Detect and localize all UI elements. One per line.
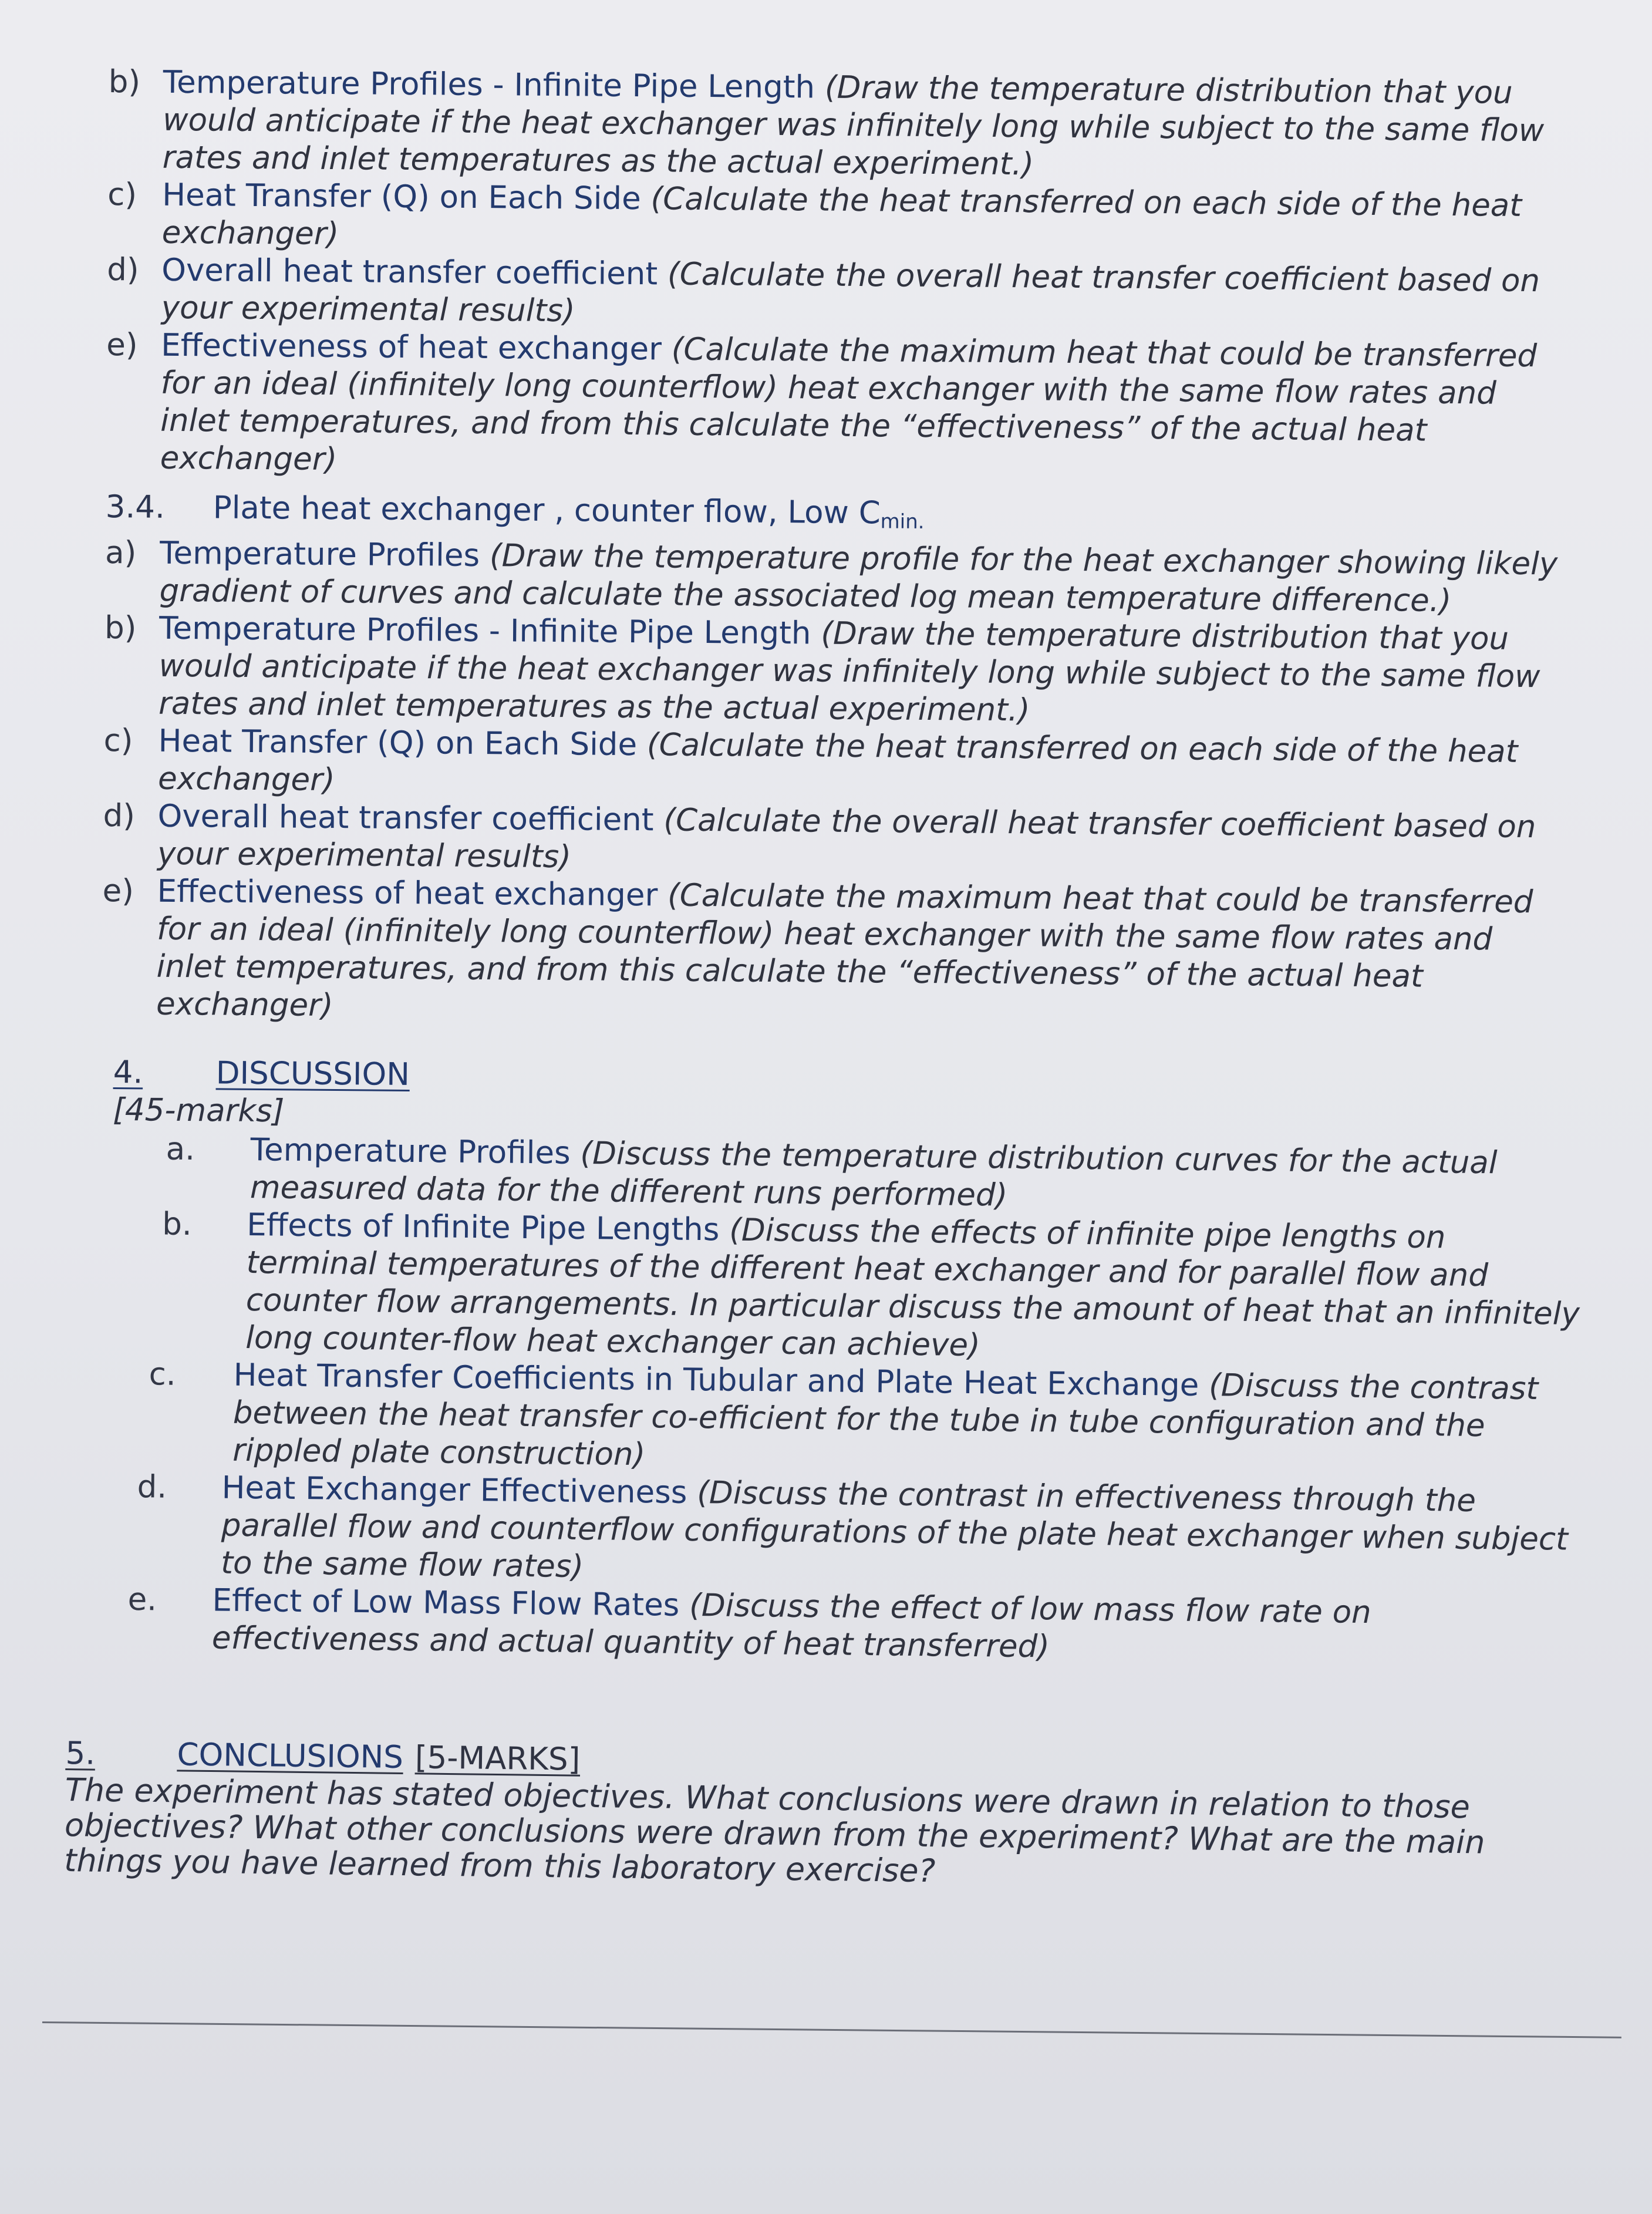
item-heading: Effects of Infinite Pipe Lengths xyxy=(246,1207,720,1248)
item-heading: Effectiveness of heat exchanger xyxy=(160,327,662,368)
item-heading: Temperature Profiles xyxy=(250,1132,571,1171)
list-item xyxy=(104,534,1573,621)
footer-rule xyxy=(42,2021,1621,2038)
item-marker: c) xyxy=(103,722,133,759)
list-item xyxy=(103,797,1571,884)
item-marker: e) xyxy=(102,872,134,909)
section-marks: [45-marks] xyxy=(113,1091,285,1130)
item-description: (Discuss the temperature distribution curves for the actual measured data for the different runs performed) xyxy=(250,1135,1498,1214)
item-heading: Overall heat transfer coefficient xyxy=(161,252,658,292)
item-heading: Heat Transfer Coefficients in Tubular and Plate Heat Exchange xyxy=(233,1357,1199,1404)
list-item xyxy=(136,1468,1580,1596)
item-marker: c) xyxy=(107,176,137,213)
item-heading: Effect of Low Mass Flow Rates xyxy=(212,1582,680,1623)
item-marker: b) xyxy=(108,63,141,100)
item-description: (Discuss the contrast in effectiveness through the parallel flow and counterflow configurations of the plate heat exchanger when subject to the same flow rates) xyxy=(220,1475,1569,1585)
item-description: (Calculate the maximum heat that could be transferred for an ideal (infinitely long counterflow) heat exchanger with the same flow rates and inlet temperatures, and from this calculate the “effectiveness” of the actual heat exchanger) xyxy=(160,331,1538,478)
item-heading: Heat Exchanger Effectiveness xyxy=(221,1470,687,1511)
section-number: 4. xyxy=(113,1054,143,1091)
item-marker: b) xyxy=(104,609,137,646)
conclusions-text: The experiment has stated objectives. What conclusions were drawn in relation to those objectives? What other conclusions were drawn from the experiment? What are the main things you have learned from this laboratory exercise? xyxy=(64,1771,1485,1890)
discussion-items xyxy=(129,1130,1584,1672)
item-heading: Temperature Profiles - Infinite Pipe Length xyxy=(159,610,811,652)
section-title-subscript: min. xyxy=(880,510,925,534)
section-3-3-continued xyxy=(105,63,1570,488)
item-marker: a) xyxy=(104,534,137,571)
list-item xyxy=(106,251,1569,338)
item-description: (Discuss the contrast between the heat transfer co-efficient for the tube in tube configuration and the rippled plate construction) xyxy=(232,1367,1539,1473)
item-description: (Draw the temperature profile for the heat exchanger showing likely gradient of curves and calculate the associated log mean temperature difference.) xyxy=(159,538,1558,619)
list-item xyxy=(166,1131,1584,1221)
item-description: (Calculate the heat transferred on each side of the heat exchanger) xyxy=(157,727,1518,798)
item-description: (Calculate the maximum heat that could be transferred for an ideal (infinitely long counterflow) heat exchanger with the same flow rates and inlet temperatures, and from this calculate the “effectiveness” of the actual heat exchanger) xyxy=(156,877,1533,1024)
section-5-conclusions xyxy=(64,1735,1569,1896)
item-description: (Calculate the overall heat transfer coefficient based on your experimental results) xyxy=(161,256,1540,329)
item-heading: Heat Transfer (Q) on Each Side xyxy=(162,177,641,217)
item-description: (Calculate the overall heat transfer coefficient based on your experimental results) xyxy=(157,802,1536,875)
item-description: (Calculate the heat transferred on each side of the heat exchanger) xyxy=(161,181,1522,252)
list-item xyxy=(148,1356,1582,1484)
section-title xyxy=(213,489,925,541)
section-title-text: Plate heat exchanger , counter flow, Low C xyxy=(213,490,881,531)
section-marks: [5-MARKS] xyxy=(414,1740,581,1778)
item-heading: Heat Transfer (Q) on Each Side xyxy=(158,723,638,763)
list-item xyxy=(105,326,1568,488)
list-item xyxy=(104,609,1572,734)
list-item xyxy=(102,872,1570,1034)
item-description: (Discuss the effects of infinite pipe lengths on terminal temperatures of the different heat exchanger and for parallel flow and counter flow arrangements. In particular discuss the amount of heat that an infinitely long counter-flow heat exchanger can achieve) xyxy=(245,1212,1580,1364)
item-description: (Discuss the effect of low mass flow rate on effectiveness and actual quantity of heat transferred) xyxy=(211,1587,1372,1665)
item-marker: c. xyxy=(149,1356,176,1393)
section-4-discussion xyxy=(113,1054,1581,1141)
item-description: (Draw the temperature distribution that you would anticipate if the heat exchanger was infinitely long while subject to the same flow rates and inlet temperatures as the actual experiment.) xyxy=(162,69,1545,183)
item-description: (Draw the temperature distribution that you would anticipate if the heat exchanger was infinitely long while subject to the same flow rates and inlet temperatures as the actual experiment.) xyxy=(158,615,1540,729)
item-marker: a. xyxy=(166,1131,195,1168)
section-title: DISCUSSION xyxy=(215,1055,410,1093)
item-marker: d) xyxy=(106,251,139,288)
section-title: CONCLUSIONS xyxy=(177,1737,404,1776)
item-marker: e. xyxy=(127,1581,157,1618)
list-item xyxy=(103,722,1572,809)
item-marker: d. xyxy=(137,1469,167,1505)
list-item xyxy=(161,1206,1583,1371)
section-number: 3.4. xyxy=(105,488,166,525)
list-item xyxy=(127,1581,1579,1672)
item-marker: d) xyxy=(103,797,136,834)
section-3-4 xyxy=(102,488,1573,1034)
item-heading: Temperature Profiles xyxy=(159,535,480,574)
item-heading: Temperature Profiles - Infinite Pipe Length xyxy=(163,64,815,106)
item-heading: Overall heat transfer coefficient xyxy=(157,798,654,838)
item-marker: b. xyxy=(162,1206,193,1243)
item-marker: e) xyxy=(106,326,138,363)
list-item xyxy=(107,176,1569,263)
section-number: 5. xyxy=(65,1736,96,1772)
list-item xyxy=(107,63,1570,188)
item-heading: Effectiveness of heat exchanger xyxy=(157,873,658,914)
